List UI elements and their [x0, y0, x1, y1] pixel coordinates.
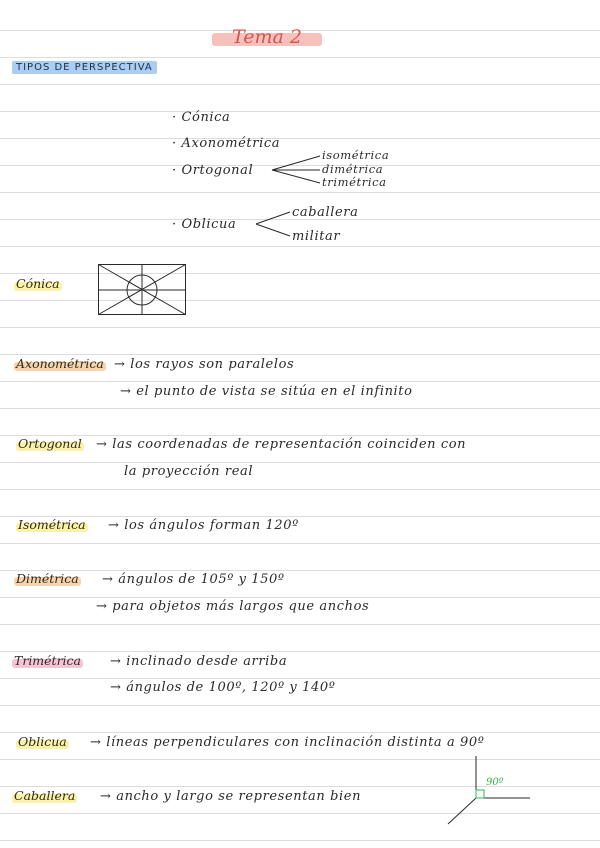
trimetrica-line-1: → inclinado desde arriba — [110, 654, 288, 669]
overview-item-axonometrica: · Axonométrica — [172, 136, 281, 151]
label-caballera — [14, 788, 75, 803]
overview-item-oblicua: · Oblicua — [172, 217, 237, 232]
ortogonal-line-2: la proyección real — [124, 464, 254, 479]
caballera-line-1: → ancho y largo se representan bien — [100, 789, 362, 804]
conica-diagram — [98, 264, 186, 316]
oblicua-sub-militar: militar — [292, 229, 341, 244]
axonometrica-line-2: → el punto de vista se sitúa en el infinito — [120, 384, 413, 399]
label-conica — [16, 276, 60, 291]
dimetrica-line-1: → ángulos de 105º y 150º — [102, 572, 285, 587]
trimetrica-line-2: → ángulos de 100º, 120º y 140º — [110, 680, 336, 695]
oblicua-line-1: → líneas perpendiculares con inclinación distinta a 90º — [90, 735, 485, 750]
section-subtitle: TIPOS DE PERSPECTIVA — [12, 61, 157, 74]
ortogonal-sub-isometrica: isométrica — [322, 148, 390, 162]
label-oblicua — [18, 734, 67, 749]
page-title-text: Tema 2 — [232, 26, 302, 48]
axonometrica-line-1: → los rayos son paralelos — [114, 357, 295, 372]
ortogonal-sub-dimetrica: dimétrica — [322, 162, 384, 176]
label-ortogonal — [18, 436, 82, 451]
label-dimetrica-text: Dimétrica — [16, 571, 79, 586]
label-ortogonal-text: Ortogonal — [18, 436, 82, 451]
label-trimetrica — [14, 653, 81, 668]
ortogonal-line-1: → las coordenadas de representación coinciden con — [96, 437, 467, 452]
label-trimetrica-text: Trimétrica — [14, 653, 82, 668]
label-isometrica-text: Isométrica — [18, 517, 86, 532]
angle-label-90: 90º — [486, 777, 504, 788]
overview-item-conica: · Cónica — [172, 110, 231, 125]
label-conica-text: Cónica — [16, 276, 60, 291]
label-axonometrica — [16, 356, 104, 371]
dimetrica-line-2: → para objetos más largos que anchos — [96, 599, 370, 614]
overview-item-ortogonal: · Ortogonal — [172, 163, 254, 178]
label-axonometrica-text: Axonométrica — [16, 356, 104, 371]
isometrica-line-1: → los ángulos forman 120º — [108, 518, 299, 533]
label-dimetrica — [16, 571, 79, 586]
label-oblicua-text: Oblicua — [18, 734, 67, 749]
oblicua-sub-caballera: caballera — [292, 205, 359, 220]
label-caballera-text: Caballera — [14, 788, 76, 803]
ortogonal-sub-trimetrica: trimétrica — [322, 175, 387, 189]
label-isometrica — [18, 517, 86, 532]
caballera-axes-diagram — [440, 750, 540, 830]
